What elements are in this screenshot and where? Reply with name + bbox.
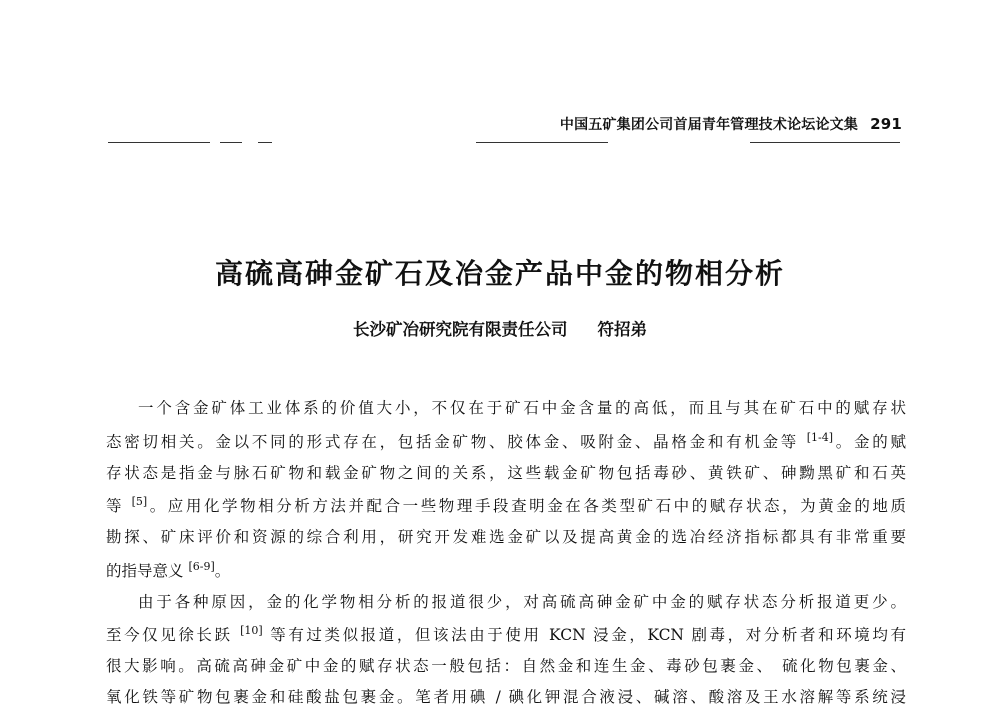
body-line — [106, 430, 906, 452]
body-line: 由于各种原因，金的化学物相分析的报道很少，对高硫高砷金矿中金的赋存状态分析报道更少。 — [138, 593, 906, 611]
author-name: 符招弟 — [597, 320, 647, 339]
body-line: 一个含金矿体工业体系的价值大小，不仅在于矿石中金含量的高低，而且与其在矿石中的赋存状 — [138, 399, 906, 417]
header-rule-segment — [108, 142, 210, 143]
body-line: 很大影响。高硫高砷金矿中金的赋存状态一般包括：自然金和连生金、毒砂包裹金、 硫化物包裹金、 — [106, 657, 906, 675]
citation: [6-9] — [188, 560, 215, 573]
citation: [5] — [131, 495, 148, 508]
body-line: 氧化铁等矿物包裹金和硅酸盐包裹金。笔者用碘 / 碘化钾混合液浸、碱溶、酸溶及王水溶解等系统浸 — [106, 688, 906, 706]
byline — [0, 316, 1000, 340]
body-text: 等 — [106, 497, 125, 515]
running-header — [560, 114, 902, 134]
body-text: 的指导意义 — [106, 562, 184, 580]
header-rule-segment — [258, 142, 272, 143]
body-text: 至今仅见徐长跃 — [106, 626, 233, 644]
body-line: 勘探、矿床评价和资源的综合利用，研究开发难选金矿以及提高黄金的选冶经济指标都具有非常重要 — [106, 528, 906, 546]
body-line — [106, 623, 906, 645]
body-text: 。 — [214, 562, 231, 580]
running-title: 中国五矿集团公司首届青年管理技术论坛论文集 — [559, 117, 859, 133]
citation: [1-4] — [806, 431, 834, 444]
body-line: 存状态是指金与脉石矿物和载金矿物之间的关系，这些载金矿物包括毒砂、黄铁矿、砷黝黑矿和石英 — [106, 464, 906, 482]
body-line — [106, 559, 906, 581]
citation: [10] — [240, 624, 263, 637]
header-rule-segment — [220, 142, 242, 143]
affiliation: 长沙矿冶研究院有限责任公司 — [353, 320, 568, 339]
header-rule-segment — [750, 142, 900, 143]
body-text: 。金的赋 — [833, 433, 906, 451]
body-text: 。应用化学物相分析方法并配合一些物理手段查明金在各类型矿石中的赋存状态，为黄金的地质 — [147, 497, 906, 515]
page-number: 291 — [870, 115, 902, 133]
body-text: 等有过类似报道，但该法由于使用 KCN 浸金，KCN 剧毒，对分析者和环境均有 — [270, 626, 906, 644]
header-rule-segment — [476, 142, 608, 143]
article-title: 高硫高砷金矿石及冶金产品中金的物相分析 — [214, 257, 785, 290]
body-text: 态密切相关。金以不同的形式存在，包括金矿物、胶体金、吸附金、晶格金和有机金等 — [106, 433, 800, 451]
body-line — [106, 494, 906, 516]
